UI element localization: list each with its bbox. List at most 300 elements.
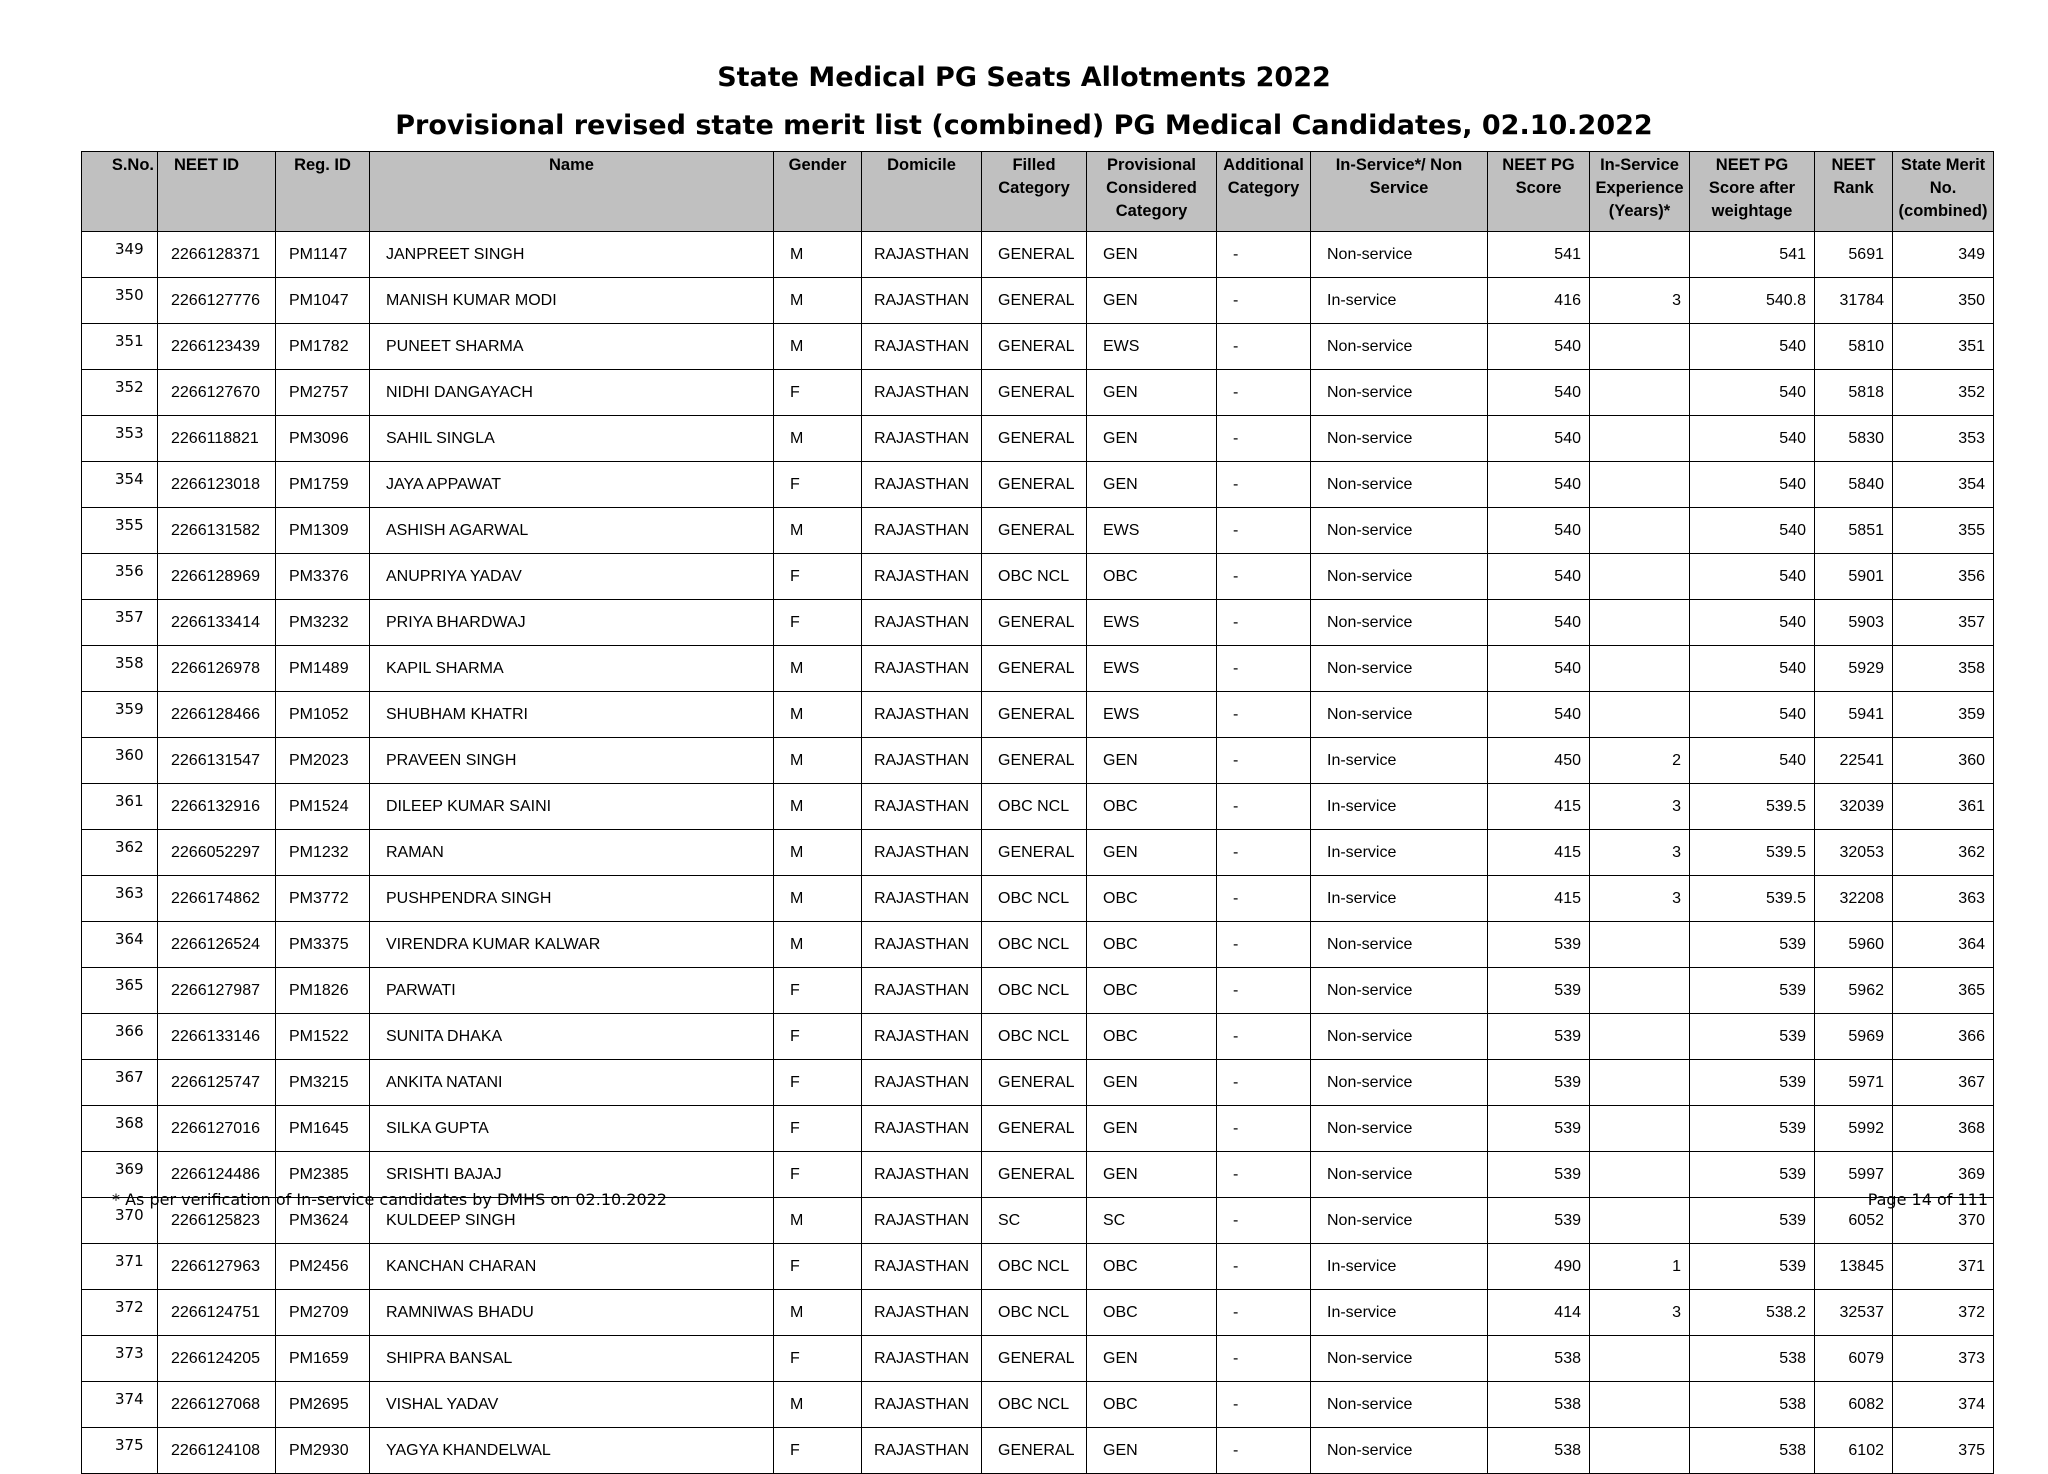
cell-provisional-category: EWS [1087,508,1217,554]
cell-score-weightage: 540 [1690,646,1815,692]
cell-experience [1590,324,1690,370]
cell-name: ASHISH AGARWAL [370,508,774,554]
page-title: State Medical PG Seats Allotments 2022 [717,62,1331,93]
cell-reg-id: PM3624 [276,1198,370,1244]
cell-provisional-category: SC [1087,1198,1217,1244]
cell-domicile: RAJASTHAN [862,1060,982,1106]
cell-name: KANCHAN CHARAN [370,1244,774,1290]
cell-provisional-category: GEN [1087,1060,1217,1106]
cell-additional-category: - [1217,1106,1311,1152]
cell-service: Non-service [1311,1014,1488,1060]
cell-service: In-service [1311,830,1488,876]
cell-service: Non-service [1311,1428,1488,1474]
cell-gender: M [774,1382,862,1428]
page-subtitle: Provisional revised state merit list (combined) PG Medical Candidates, 02.10.2022 [395,110,1653,141]
cell-experience [1590,416,1690,462]
cell-sno: 349 [82,232,158,278]
cell-score-weightage: 539.5 [1690,876,1815,922]
cell-reg-id: PM3375 [276,922,370,968]
cell-neet-rank: 6079 [1815,1336,1893,1382]
cell-neet-rank: 32053 [1815,830,1893,876]
cell-neet-pg-score: 540 [1488,646,1590,692]
cell-neet-rank: 5830 [1815,416,1893,462]
cell-score-weightage: 538 [1690,1336,1815,1382]
cell-experience [1590,370,1690,416]
cell-neet-pg-score: 416 [1488,278,1590,324]
cell-reg-id: PM1759 [276,462,370,508]
cell-neet-pg-score: 415 [1488,876,1590,922]
cell-service: Non-service [1311,600,1488,646]
cell-sno: 369 [82,1152,158,1198]
cell-reg-id: PM2695 [276,1382,370,1428]
cell-filled-category: OBC NCL [982,968,1087,1014]
cell-neet-rank: 5992 [1815,1106,1893,1152]
cell-score-weightage: 540 [1690,554,1815,600]
cell-experience [1590,1106,1690,1152]
cell-neet-id: 2266124486 [158,1152,276,1198]
cell-neet-id: 2266127670 [158,370,276,416]
cell-sno: 351 [82,324,158,370]
cell-neet-id: 2266128371 [158,232,276,278]
cell-filled-category: SC [982,1198,1087,1244]
cell-state-merit: 367 [1893,1060,1994,1106]
cell-gender: F [774,1014,862,1060]
cell-provisional-category: GEN [1087,416,1217,462]
cell-state-merit: 365 [1893,968,1994,1014]
cell-reg-id: PM1522 [276,1014,370,1060]
cell-neet-pg-score: 540 [1488,462,1590,508]
cell-experience: 2 [1590,738,1690,784]
cell-name: JAYA APPAWAT [370,462,774,508]
cell-reg-id: PM3772 [276,876,370,922]
cell-state-merit: 372 [1893,1290,1994,1336]
cell-neet-rank: 5903 [1815,600,1893,646]
cell-domicile: RAJASTHAN [862,1244,982,1290]
cell-neet-pg-score: 415 [1488,784,1590,830]
cell-domicile: RAJASTHAN [862,1014,982,1060]
cell-filled-category: GENERAL [982,324,1087,370]
cell-name: KULDEEP SINGH [370,1198,774,1244]
cell-sno: 375 [82,1428,158,1474]
cell-neet-id: 2266132916 [158,784,276,830]
cell-state-merit: 371 [1893,1244,1994,1290]
cell-reg-id: PM3376 [276,554,370,600]
cell-service: In-service [1311,278,1488,324]
table-row [82,830,1994,876]
cell-gender: F [774,1152,862,1198]
cell-domicile: RAJASTHAN [862,968,982,1014]
cell-additional-category: - [1217,508,1311,554]
cell-name: SAHIL SINGLA [370,416,774,462]
cell-provisional-category: GEN [1087,462,1217,508]
cell-domicile: RAJASTHAN [862,1198,982,1244]
cell-state-merit: 374 [1893,1382,1994,1428]
cell-service: Non-service [1311,1382,1488,1428]
cell-sno: 365 [82,968,158,1014]
table-row [82,324,1994,370]
cell-neet-id: 2266124751 [158,1290,276,1336]
cell-neet-pg-score: 539 [1488,1060,1590,1106]
table-row [82,508,1994,554]
table-row [82,876,1994,922]
cell-state-merit: 353 [1893,416,1994,462]
cell-additional-category: - [1217,830,1311,876]
cell-name: NIDHI DANGAYACH [370,370,774,416]
cell-experience [1590,1014,1690,1060]
table-row [82,416,1994,462]
cell-reg-id: PM2023 [276,738,370,784]
cell-score-weightage: 540 [1690,324,1815,370]
cell-domicile: RAJASTHAN [862,416,982,462]
cell-experience [1590,1060,1690,1106]
cell-neet-pg-score: 538 [1488,1336,1590,1382]
cell-service: Non-service [1311,462,1488,508]
cell-service: In-service [1311,738,1488,784]
cell-name: PARWATI [370,968,774,1014]
cell-gender: F [774,1244,862,1290]
cell-domicile: RAJASTHAN [862,324,982,370]
cell-state-merit: 359 [1893,692,1994,738]
cell-state-merit: 364 [1893,922,1994,968]
cell-neet-id: 2266126524 [158,922,276,968]
cell-experience [1590,968,1690,1014]
cell-service: Non-service [1311,1198,1488,1244]
cell-state-merit: 355 [1893,508,1994,554]
cell-experience [1590,1198,1690,1244]
col-header-reg-id: Reg. ID [276,152,370,232]
cell-state-merit: 369 [1893,1152,1994,1198]
cell-gender: M [774,830,862,876]
cell-domicile: RAJASTHAN [862,1382,982,1428]
table-row [82,1014,1994,1060]
cell-provisional-category: EWS [1087,600,1217,646]
cell-experience [1590,508,1690,554]
cell-filled-category: GENERAL [982,1428,1087,1474]
cell-reg-id: PM2930 [276,1428,370,1474]
cell-neet-pg-score: 540 [1488,370,1590,416]
cell-domicile: RAJASTHAN [862,1428,982,1474]
cell-score-weightage: 541 [1690,232,1815,278]
cell-additional-category: - [1217,600,1311,646]
cell-sno: 352 [82,370,158,416]
cell-experience [1590,692,1690,738]
cell-filled-category: GENERAL [982,738,1087,784]
cell-provisional-category: OBC [1087,876,1217,922]
cell-gender: F [774,1060,862,1106]
cell-score-weightage: 540 [1690,508,1815,554]
cell-reg-id: PM2709 [276,1290,370,1336]
cell-experience [1590,600,1690,646]
cell-state-merit: 361 [1893,784,1994,830]
cell-reg-id: PM2757 [276,370,370,416]
cell-gender: M [774,232,862,278]
cell-reg-id: PM1524 [276,784,370,830]
cell-name: SILKA GUPTA [370,1106,774,1152]
cell-experience [1590,232,1690,278]
cell-sno: 358 [82,646,158,692]
cell-domicile: RAJASTHAN [862,278,982,324]
cell-sno: 360 [82,738,158,784]
cell-name: SRISHTI BAJAJ [370,1152,774,1198]
cell-experience: 3 [1590,784,1690,830]
cell-experience: 3 [1590,1290,1690,1336]
cell-reg-id: PM1232 [276,830,370,876]
cell-experience: 3 [1590,830,1690,876]
cell-provisional-category: OBC [1087,968,1217,1014]
cell-experience [1590,1382,1690,1428]
cell-neet-rank: 6102 [1815,1428,1893,1474]
cell-provisional-category: GEN [1087,1428,1217,1474]
cell-sno: 374 [82,1382,158,1428]
cell-provisional-category: OBC [1087,1014,1217,1060]
cell-service: Non-service [1311,232,1488,278]
cell-filled-category: OBC NCL [982,876,1087,922]
cell-gender: M [774,1290,862,1336]
col-header-gender: Gender [774,152,862,232]
cell-neet-pg-score: 539 [1488,1106,1590,1152]
cell-domicile: RAJASTHAN [862,232,982,278]
cell-provisional-category: OBC [1087,554,1217,600]
cell-experience [1590,1152,1690,1198]
cell-gender: M [774,876,862,922]
table-header-row [82,152,1994,232]
cell-filled-category: OBC NCL [982,1382,1087,1428]
cell-service: Non-service [1311,370,1488,416]
cell-neet-pg-score: 540 [1488,508,1590,554]
col-header-experience: In-Service Experience (Years)* [1590,152,1690,232]
cell-filled-category: GENERAL [982,1106,1087,1152]
table-row [82,232,1994,278]
cell-reg-id: PM3215 [276,1060,370,1106]
cell-reg-id: PM3232 [276,600,370,646]
cell-sno: 362 [82,830,158,876]
cell-service: In-service [1311,1244,1488,1290]
cell-sno: 361 [82,784,158,830]
cell-filled-category: GENERAL [982,416,1087,462]
cell-experience [1590,554,1690,600]
cell-experience: 1 [1590,1244,1690,1290]
cell-neet-rank: 5971 [1815,1060,1893,1106]
col-header-provisional-category: Provisional Considered Category [1087,152,1217,232]
cell-additional-category: - [1217,416,1311,462]
cell-score-weightage: 538 [1690,1382,1815,1428]
col-header-neet-id: NEET ID [158,152,276,232]
cell-state-merit: 360 [1893,738,1994,784]
cell-neet-rank: 6052 [1815,1198,1893,1244]
cell-provisional-category: OBC [1087,922,1217,968]
cell-domicile: RAJASTHAN [862,922,982,968]
cell-neet-id: 2266127016 [158,1106,276,1152]
cell-service: Non-service [1311,968,1488,1014]
cell-state-merit: 363 [1893,876,1994,922]
footnote: * As per verification of In-service candidates by DMHS on 02.10.2022 [112,1190,667,1209]
cell-neet-id: 2266133146 [158,1014,276,1060]
cell-provisional-category: OBC [1087,784,1217,830]
cell-service: Non-service [1311,646,1488,692]
cell-reg-id: PM1309 [276,508,370,554]
table-row [82,554,1994,600]
cell-experience [1590,1336,1690,1382]
cell-domicile: RAJASTHAN [862,554,982,600]
cell-additional-category: - [1217,876,1311,922]
cell-score-weightage: 539.5 [1690,784,1815,830]
cell-name: RAMAN [370,830,774,876]
cell-neet-rank: 5960 [1815,922,1893,968]
cell-additional-category: - [1217,324,1311,370]
col-header-sno: S.No. [82,152,158,232]
cell-provisional-category: GEN [1087,1336,1217,1382]
cell-service: In-service [1311,1290,1488,1336]
col-header-name: Name [370,152,774,232]
cell-name: JANPREET SINGH [370,232,774,278]
cell-additional-category: - [1217,922,1311,968]
cell-score-weightage: 540 [1690,738,1815,784]
cell-domicile: RAJASTHAN [862,600,982,646]
cell-state-merit: 373 [1893,1336,1994,1382]
cell-neet-pg-score: 539 [1488,1014,1590,1060]
cell-domicile: RAJASTHAN [862,1290,982,1336]
cell-score-weightage: 540.8 [1690,278,1815,324]
cell-score-weightage: 540 [1690,416,1815,462]
cell-reg-id: PM1826 [276,968,370,1014]
cell-neet-rank: 5997 [1815,1152,1893,1198]
cell-neet-rank: 5851 [1815,508,1893,554]
cell-filled-category: GENERAL [982,370,1087,416]
cell-name: SHUBHAM KHATRI [370,692,774,738]
cell-domicile: RAJASTHAN [862,830,982,876]
cell-gender: F [774,462,862,508]
cell-gender: M [774,922,862,968]
cell-filled-category: GENERAL [982,1152,1087,1198]
cell-state-merit: 366 [1893,1014,1994,1060]
cell-score-weightage: 538.2 [1690,1290,1815,1336]
cell-neet-pg-score: 538 [1488,1428,1590,1474]
cell-score-weightage: 538 [1690,1428,1815,1474]
cell-service: Non-service [1311,1060,1488,1106]
cell-name: KAPIL SHARMA [370,646,774,692]
cell-provisional-category: GEN [1087,1152,1217,1198]
cell-domicile: RAJASTHAN [862,738,982,784]
cell-additional-category: - [1217,784,1311,830]
cell-neet-rank: 5840 [1815,462,1893,508]
table-row [82,1244,1994,1290]
cell-name: RAMNIWAS BHADU [370,1290,774,1336]
cell-additional-category: - [1217,278,1311,324]
cell-neet-id: 2266123018 [158,462,276,508]
cell-neet-pg-score: 540 [1488,324,1590,370]
cell-gender: M [774,416,862,462]
cell-reg-id: PM2456 [276,1244,370,1290]
cell-neet-id: 2266131582 [158,508,276,554]
cell-additional-category: - [1217,554,1311,600]
cell-neet-rank: 5969 [1815,1014,1893,1060]
table-row [82,692,1994,738]
cell-additional-category: - [1217,1290,1311,1336]
cell-experience [1590,462,1690,508]
cell-name: MANISH KUMAR MODI [370,278,774,324]
cell-neet-id: 2266127776 [158,278,276,324]
cell-experience [1590,646,1690,692]
cell-score-weightage: 540 [1690,692,1815,738]
cell-neet-id: 2266133414 [158,600,276,646]
cell-neet-rank: 5691 [1815,232,1893,278]
cell-score-weightage: 539 [1690,1244,1815,1290]
cell-provisional-category: OBC [1087,1244,1217,1290]
cell-score-weightage: 539 [1690,968,1815,1014]
cell-reg-id: PM1489 [276,646,370,692]
cell-neet-rank: 22541 [1815,738,1893,784]
cell-name: VISHAL YADAV [370,1382,774,1428]
col-header-score-weightage: NEET PG Score after weightage [1690,152,1815,232]
cell-sno: 354 [82,462,158,508]
cell-additional-category: - [1217,646,1311,692]
cell-additional-category: - [1217,968,1311,1014]
cell-service: Non-service [1311,416,1488,462]
cell-name: PRIYA BHARDWAJ [370,600,774,646]
cell-score-weightage: 539 [1690,1060,1815,1106]
cell-domicile: RAJASTHAN [862,646,982,692]
cell-filled-category: GENERAL [982,692,1087,738]
cell-additional-category: - [1217,692,1311,738]
cell-filled-category: GENERAL [982,600,1087,646]
cell-state-merit: 370 [1893,1198,1994,1244]
cell-gender: F [774,554,862,600]
cell-domicile: RAJASTHAN [862,784,982,830]
cell-name: PUNEET SHARMA [370,324,774,370]
cell-provisional-category: EWS [1087,692,1217,738]
cell-neet-id: 2266131547 [158,738,276,784]
cell-neet-rank: 32039 [1815,784,1893,830]
cell-name: SHIPRA BANSAL [370,1336,774,1382]
cell-neet-id: 2266125747 [158,1060,276,1106]
cell-neet-rank: 5941 [1815,692,1893,738]
cell-reg-id: PM3096 [276,416,370,462]
cell-neet-id: 2266118821 [158,416,276,462]
cell-neet-id: 2266174862 [158,876,276,922]
cell-sno: 350 [82,278,158,324]
table-row [82,738,1994,784]
cell-neet-rank: 5818 [1815,370,1893,416]
cell-sno: 368 [82,1106,158,1152]
cell-additional-category: - [1217,1014,1311,1060]
table-row [82,1106,1994,1152]
cell-name: PRAVEEN SINGH [370,738,774,784]
cell-provisional-category: EWS [1087,646,1217,692]
cell-gender: M [774,278,862,324]
cell-neet-pg-score: 540 [1488,692,1590,738]
cell-experience [1590,922,1690,968]
cell-state-merit: 375 [1893,1428,1994,1474]
cell-gender: M [774,692,862,738]
table-row [82,1290,1994,1336]
cell-domicile: RAJASTHAN [862,692,982,738]
cell-state-merit: 349 [1893,232,1994,278]
cell-sno: 367 [82,1060,158,1106]
cell-additional-category: - [1217,1198,1311,1244]
cell-name: YAGYA KHANDELWAL [370,1428,774,1474]
cell-neet-pg-score: 415 [1488,830,1590,876]
cell-sno: 363 [82,876,158,922]
cell-state-merit: 357 [1893,600,1994,646]
cell-domicile: RAJASTHAN [862,1152,982,1198]
cell-sno: 357 [82,600,158,646]
cell-service: Non-service [1311,1106,1488,1152]
table-row [82,968,1994,1014]
cell-sno: 356 [82,554,158,600]
table-row [82,1428,1994,1474]
cell-sno: 370 [82,1198,158,1244]
cell-additional-category: - [1217,1382,1311,1428]
